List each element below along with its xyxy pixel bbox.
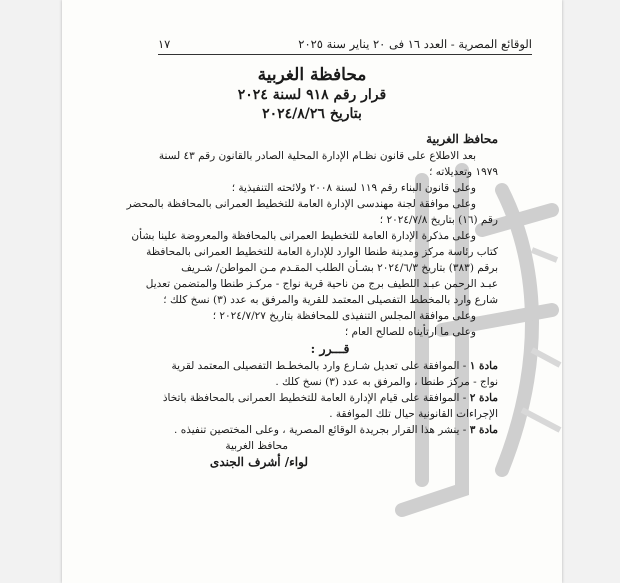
preamble-line: وعلى ما ارتأيناه للصالح العام ؛ [344, 326, 476, 338]
preamble-line: بعد الاطلاع على قانون نظـام الإدارة المحلية الصادر بالقانون رقم ٤٣ لسنة [158, 150, 476, 162]
article-2 [162, 390, 498, 406]
preamble-line: وعلى قانون البناء رقم ١١٩ لسنة ٢٠٠٨ ولائحته التنفيذية ؛ [231, 182, 476, 194]
page-header [158, 34, 532, 55]
article-2-continued: الإجراءات القانونية حيال تلك الموافقة . [329, 408, 498, 420]
document-content [62, 0, 562, 583]
preamble-line: عبـد الرحمن عبـد اللطيف برج من ناحية قرية نواج - مركـز طنطا والمتضمن تعديل [145, 278, 498, 290]
article-3 [162, 422, 498, 438]
article-label: مادة ٢ [469, 392, 498, 404]
issuer-heading: محافظ الغربية [426, 132, 498, 146]
article-text: - ينشر هذا القرار بجريدة الوقائع المصرية ، وعلى المختصين تنفيذه . [174, 424, 467, 436]
decision-date: بتاريخ ٢٠٢٤/٨/٢٦ [262, 106, 362, 122]
document-page [62, 0, 562, 583]
page-number: ١٧ [158, 37, 171, 51]
decision-number: قرار رقم ٩١٨ لسنة ٢٠٢٤ [237, 87, 387, 103]
article-text: - الموافقة على تعديل شـارع وارد بالمخطـط التفصيلى المعتمد لقرية [171, 360, 467, 372]
article-1-continued: نواج - مركز طنطا ، والمرفق به عدد (٣) نسخ كلك . [275, 376, 498, 388]
preamble-line: وعلى مذكرة الإدارة العامة للتخطيط العمرانى بالمحافظة والمعروضة علينا بشأن [131, 230, 476, 242]
header-text: الوقائع المصرية - العدد ١٦ فى ٢٠ يناير سنة ٢٠٢٥ [298, 37, 532, 51]
article-label: مادة ٣ [469, 424, 498, 436]
preamble-line: رقم (١٦) بتاريخ ٢٠٢٤/٧/٨ ؛ [379, 214, 498, 226]
preamble-line: وعلى موافقة المجلس التنفيذى للمحافظة بتاريخ ٢٠٢٤/٧/٢٧ ؛ [212, 310, 476, 322]
article-1 [162, 358, 498, 374]
article-text: - الموافقة على قيام الإدارة العامة للتخطيط العمرانى بالمحافظة باتخاذ [162, 392, 467, 404]
article-label: مادة ١ [469, 360, 498, 372]
decided-heading: قـــرر : [310, 341, 350, 356]
title-block [62, 64, 562, 124]
decision-body [126, 130, 498, 470]
preamble-line: كتاب رئاسة مركز ومدينة طنطا الوارد للإدارة العامة للتخطيط العمرانى بالمحافظة [146, 246, 498, 258]
preamble-line: شارع وارد بالمخطط التفصيلى المعتمد للقرية والمرفق به عدد (٣) نسخ كلك ؛ [163, 294, 498, 306]
preamble-line: ١٩٧٩ وتعديلاته ؛ [429, 166, 498, 178]
preamble-line: وعلى موافقة لجنة مهندسى الإدارة العامة للتخطيط العمرانى بالمحافظة بالمحضر [126, 198, 476, 210]
signature-name: لواء/ أشرف الجندى [209, 455, 308, 469]
preamble-line: برقم (٣٨٣) بتاريخ ٢٠٢٤/٦/٣ بشـأن الطلب المقـدم مـن المواطن/ شـريف [181, 262, 498, 274]
governorate-title: محافظة الغربية [257, 65, 367, 85]
signature-title: محافظ الغربية [225, 440, 288, 452]
